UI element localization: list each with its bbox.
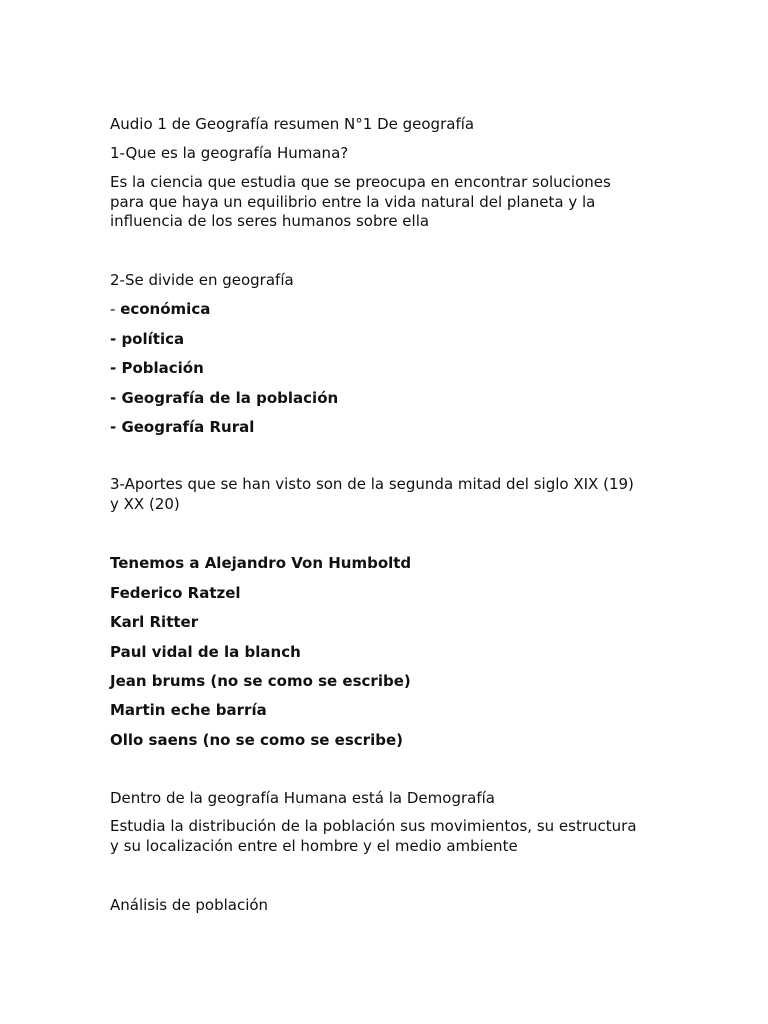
- demografia-intro: Dentro de la geografía Humana está la Demografía: [110, 789, 495, 807]
- demografia-description: [110, 817, 670, 856]
- question-3-line: 3-Aportes que se han visto son de la segunda mitad del siglo XIX (19): [110, 475, 634, 493]
- author-item: Martin eche barría: [110, 701, 267, 719]
- answer-1: [110, 173, 670, 232]
- demografia-description-line: y su localización entre el hombre y el medio ambiente: [110, 836, 518, 855]
- answer-1-line: Es la ciencia que estudia que se preocupa en encontrar soluciones: [110, 173, 611, 191]
- author-item: Jean brums (no se como se escribe): [110, 672, 411, 690]
- question-3: [110, 475, 670, 514]
- division-prefix: -: [110, 300, 121, 318]
- answer-1-line: influencia de los seres humanos sobre ella: [110, 212, 430, 230]
- demografia-description-line: Estudia la distribución de la población sus movimientos, su estructura: [110, 817, 637, 835]
- author-item: Paul vidal de la blanch: [110, 643, 301, 661]
- question-3-line: y XX (20): [110, 494, 180, 513]
- author-item: Federico Ratzel: [110, 584, 241, 602]
- answer-1-line: para que haya un equilibrio entre la vida natural del planeta y la: [110, 192, 596, 211]
- division-item: [110, 299, 670, 319]
- question-1: 1-Que es la geografía Humana?: [110, 144, 349, 162]
- author-item: Tenemos a Alejandro Von Humboltd: [110, 554, 412, 572]
- author-item: Ollo saens (no se como se escribe): [110, 731, 403, 749]
- document-title: Audio 1 de Geografía resumen N°1 De geografía: [110, 115, 475, 133]
- author-item: Karl Ritter: [110, 613, 199, 631]
- division-item: - Geografía Rural: [110, 418, 255, 436]
- analisis-heading: Análisis de población: [110, 896, 269, 914]
- division-item: - Población: [110, 359, 204, 377]
- division-label: económica: [120, 300, 211, 318]
- question-2: 2-Se divide en geografía: [110, 271, 294, 289]
- division-item: - política: [110, 330, 185, 348]
- division-item: - Geografía de la población: [110, 389, 339, 407]
